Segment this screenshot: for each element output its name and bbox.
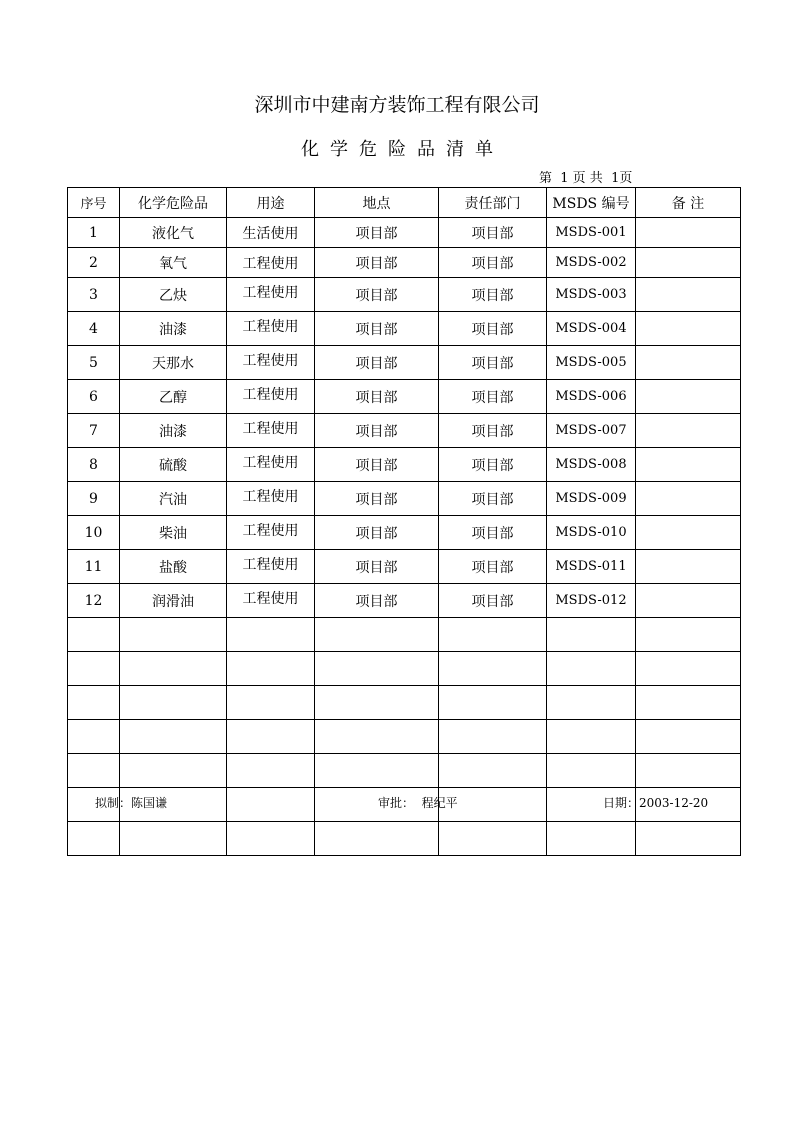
cell-location: [315, 652, 439, 686]
cell-location: 项目部: [315, 380, 439, 414]
cell-usage: 生活使用: [227, 218, 315, 248]
cell-remarks: [636, 516, 741, 550]
cell-location: 项目部: [315, 414, 439, 448]
table-row: [68, 686, 741, 720]
cell-msds: [547, 754, 636, 788]
cell-chemical: 乙炔: [120, 278, 227, 312]
cell-chemical: 柴油: [120, 516, 227, 550]
cell-location: 项目部: [315, 278, 439, 312]
cell-usage: [227, 754, 315, 788]
cell-chemical: 液化气: [120, 218, 227, 248]
cell-msds: MSDS-009: [547, 482, 636, 516]
cell-chemical: 乙醇: [120, 380, 227, 414]
prepared-by: 拟制：陈国谦: [95, 796, 168, 810]
table-row: [68, 380, 741, 414]
table-row: [68, 482, 741, 516]
cell-location: [315, 720, 439, 754]
cell-location: [315, 618, 439, 652]
cell-department: [439, 822, 547, 856]
cell-location: [315, 754, 439, 788]
cell-chemical: 汽油: [120, 482, 227, 516]
cell-usage: [227, 618, 315, 652]
cell-chemical: 油漆: [120, 414, 227, 448]
cell-remarks: [636, 380, 741, 414]
cell-no: 1: [68, 218, 120, 248]
cell-department: 项目部: [439, 218, 547, 248]
cell-remarks: [636, 686, 741, 720]
cell-msds: MSDS-012: [547, 584, 636, 618]
cell-no: [68, 754, 120, 788]
table-row: [68, 618, 741, 652]
cell-no: [68, 686, 120, 720]
cell-remarks: [636, 218, 741, 248]
cell-remarks: [636, 312, 741, 346]
cell-remarks: [636, 482, 741, 516]
cell-msds: [547, 720, 636, 754]
cell-department: 项目部: [439, 482, 547, 516]
document-title: 化学危险品清单: [301, 139, 504, 160]
table-row: [68, 312, 741, 346]
cell-no: 4: [68, 312, 120, 346]
table-row: [68, 652, 741, 686]
cell-usage: 工程使用: [227, 278, 315, 312]
cell-department: [439, 686, 547, 720]
cell-usage: 工程使用: [227, 312, 315, 346]
cell-remarks: [636, 584, 741, 618]
chemical-list-table: [67, 187, 741, 856]
cell-remarks: [636, 652, 741, 686]
cell-usage: 工程使用: [227, 346, 315, 380]
cell-remarks: [636, 346, 741, 380]
cell-location: 项目部: [315, 312, 439, 346]
header-chemical: 化学危险品: [120, 188, 227, 218]
cell-usage: 工程使用: [227, 516, 315, 550]
cell-location: 项目部: [315, 482, 439, 516]
cell-usage: [227, 822, 315, 856]
cell-department: 项目部: [439, 312, 547, 346]
cell-msds: MSDS-010: [547, 516, 636, 550]
table-header-row: [68, 188, 741, 218]
cell-msds: MSDS-005: [547, 346, 636, 380]
cell-no: 9: [68, 482, 120, 516]
cell-msds: [547, 618, 636, 652]
cell-msds: MSDS-004: [547, 312, 636, 346]
cell-remarks: [636, 278, 741, 312]
cell-msds: MSDS-008: [547, 448, 636, 482]
cell-department: 项目部: [439, 550, 547, 584]
cell-department: [439, 652, 547, 686]
cell-no: [68, 618, 120, 652]
cell-msds: [547, 822, 636, 856]
cell-msds: MSDS-003: [547, 278, 636, 312]
header-usage: 用途: [227, 188, 315, 218]
cell-no: 8: [68, 448, 120, 482]
cell-chemical: [120, 686, 227, 720]
cell-no: 10: [68, 516, 120, 550]
cell-no: 5: [68, 346, 120, 380]
cell-department: 项目部: [439, 584, 547, 618]
cell-chemical: 天那水: [120, 346, 227, 380]
table-row: [68, 346, 741, 380]
cell-department: 项目部: [439, 516, 547, 550]
cell-no: 12: [68, 584, 120, 618]
cell-location: [315, 822, 439, 856]
cell-usage: 工程使用: [227, 414, 315, 448]
cell-usage: 工程使用: [227, 482, 315, 516]
cell-chemical: [120, 618, 227, 652]
cell-chemical: 氧气: [120, 248, 227, 278]
cell-department: 项目部: [439, 278, 547, 312]
cell-chemical: [120, 652, 227, 686]
cell-remarks: [636, 550, 741, 584]
table-row: [68, 414, 741, 448]
cell-location: 项目部: [315, 448, 439, 482]
cell-usage: 工程使用: [227, 448, 315, 482]
cell-no: [68, 652, 120, 686]
cell-usage: 工程使用: [227, 584, 315, 618]
company-name: 深圳市中建南方装饰工程有限公司: [254, 94, 540, 116]
cell-no: 7: [68, 414, 120, 448]
table-row: [68, 448, 741, 482]
header-remarks: 备 注: [636, 188, 741, 218]
cell-no: 3: [68, 278, 120, 312]
cell-chemical: 油漆: [120, 312, 227, 346]
cell-location: 项目部: [315, 346, 439, 380]
cell-usage: 工程使用: [227, 550, 315, 584]
table-row: [68, 822, 741, 856]
cell-usage: 工程使用: [227, 380, 315, 414]
cell-location: 项目部: [315, 550, 439, 584]
page-info: 第 1 页 共 1页: [539, 171, 633, 186]
cell-msds: MSDS-002: [547, 248, 636, 278]
table-row: [68, 720, 741, 754]
cell-msds: [547, 686, 636, 720]
cell-no: [68, 822, 120, 856]
table-row: [68, 754, 741, 788]
cell-msds: [547, 652, 636, 686]
header-department: 责任部门: [439, 188, 547, 218]
table-row: [68, 218, 741, 248]
cell-usage: [227, 686, 315, 720]
cell-department: 项目部: [439, 448, 547, 482]
cell-no: 2: [68, 248, 120, 278]
cell-msds: MSDS-006: [547, 380, 636, 414]
table-row: [68, 550, 741, 584]
cell-department: [439, 618, 547, 652]
cell-location: 项目部: [315, 248, 439, 278]
cell-department: 项目部: [439, 414, 547, 448]
header-location: 地点: [315, 188, 439, 218]
cell-chemical: 硫酸: [120, 448, 227, 482]
table-row: [68, 516, 741, 550]
cell-remarks: [636, 414, 741, 448]
cell-remarks: [636, 754, 741, 788]
cell-department: 项目部: [439, 380, 547, 414]
header-msds: MSDS 编号: [547, 188, 636, 218]
cell-department: 项目部: [439, 248, 547, 278]
cell-msds: MSDS-011: [547, 550, 636, 584]
header-no: 序号: [68, 188, 120, 218]
cell-msds: MSDS-001: [547, 218, 636, 248]
cell-department: 项目部: [439, 346, 547, 380]
cell-remarks: [636, 618, 741, 652]
cell-department: [439, 754, 547, 788]
cell-chemical: 盐酸: [120, 550, 227, 584]
table-row: [68, 584, 741, 618]
cell-location: 项目部: [315, 218, 439, 248]
approved-by: 审批： 程纪平: [378, 796, 458, 810]
cell-usage: [227, 720, 315, 754]
cell-location: [315, 686, 439, 720]
cell-usage: [227, 652, 315, 686]
cell-msds: MSDS-007: [547, 414, 636, 448]
cell-no: [68, 720, 120, 754]
cell-usage: [227, 788, 315, 822]
cell-chemical: [120, 720, 227, 754]
cell-location: 项目部: [315, 516, 439, 550]
cell-chemical: [120, 822, 227, 856]
cell-location: 项目部: [315, 584, 439, 618]
cell-usage: 工程使用: [227, 248, 315, 278]
cell-no: 11: [68, 550, 120, 584]
document-date: 日期：2003-12-20: [603, 796, 709, 810]
cell-remarks: [636, 248, 741, 278]
cell-chemical: 润滑油: [120, 584, 227, 618]
cell-no: 6: [68, 380, 120, 414]
table-row: [68, 278, 741, 312]
table-row: [68, 248, 741, 278]
cell-department: [439, 720, 547, 754]
cell-remarks: [636, 448, 741, 482]
cell-remarks: [636, 720, 741, 754]
cell-remarks: [636, 822, 741, 856]
cell-chemical: [120, 754, 227, 788]
